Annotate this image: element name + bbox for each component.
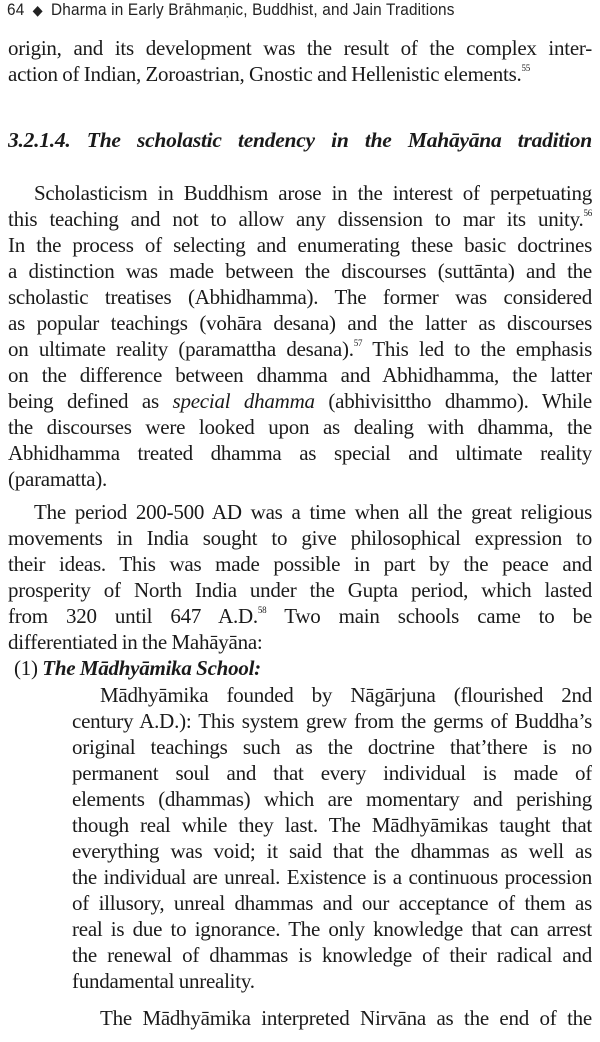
text-segment: the discourses were looked upon as dealing with dhamma, the: [8, 415, 592, 439]
text-segment: their ideas. This was made possible in part by the peace and: [8, 552, 592, 576]
text-line: [8, 414, 592, 440]
text-segment: differentiated in the Mahāyāna:: [8, 630, 263, 654]
footnote-ref: 58: [257, 605, 267, 615]
text-segment: on the difference between dhamma and Abhidhamma, the latter: [8, 363, 592, 387]
text-line: [8, 258, 592, 284]
text-line: [34, 180, 592, 206]
text-segment: This led to the emphasis: [362, 337, 592, 361]
text-line: [8, 310, 592, 336]
text-line: [8, 336, 592, 362]
text-line: [8, 388, 592, 414]
text-line: [14, 655, 598, 681]
text-line: [8, 61, 592, 87]
text-line: [72, 890, 592, 916]
text-segment: prosperity of North India under the Gupta period, which lasted: [8, 578, 592, 602]
text-segment: century A.D.): This system grew from the germs of Buddha’s: [72, 709, 592, 733]
text-segment: of illusory, unreal dhammas and our acceptance of them as: [72, 891, 592, 915]
text-line: [34, 499, 592, 525]
footnote-ref: 57: [353, 338, 363, 348]
text-segment: Scholasticism in Buddhism arose in the interest of perpetuating: [34, 181, 592, 205]
text-segment: In the process of selecting and enumerating these basic doctrines: [8, 233, 592, 257]
text-segment: a distinction was made between the discourses (suttānta) and the: [8, 259, 592, 283]
text-segment: Abhidhamma treated dhamma as special and ultimate reality: [8, 441, 592, 465]
text-segment: Two main schools came to be: [266, 604, 592, 628]
text-segment: The period 200-500 AD was a time when all the great religious: [34, 500, 592, 524]
text-line: [72, 786, 592, 812]
text-line: [72, 812, 592, 838]
text-line: [8, 525, 592, 551]
text-segment: Mādhyāmika founded by Nāgārjuna (flourished 2nd: [100, 683, 592, 707]
text-segment: as popular teachings (vohāra desana) and the latter as discourses: [8, 311, 592, 335]
text-segment: this teaching and not to allow any dissension to mar its unity.: [8, 207, 584, 231]
text-segment: though real while they last. The Mādhyāmikas taught that: [72, 813, 592, 837]
text-line: [72, 916, 592, 942]
text-segment: the renewal of dhammas is knowledge of their radical and: [72, 943, 592, 967]
footnote-ref: 55: [521, 63, 531, 73]
text-line: [72, 708, 592, 734]
text-line: [100, 682, 592, 708]
diamond-separator-icon: ◆: [32, 2, 43, 18]
text-line: [8, 577, 592, 603]
text-segment: The Mādhyāmika interpreted Nirvāna as the end of the: [100, 1006, 592, 1030]
section-heading: [8, 127, 592, 153]
text-line: [100, 1005, 592, 1031]
text-segment: from 320 until 647 A.D.: [8, 604, 258, 628]
text-segment: fundamental unreality.: [72, 969, 255, 993]
text-line: [8, 466, 592, 492]
text-line: [8, 603, 592, 629]
text-line: [8, 284, 592, 310]
running-header: [7, 1, 455, 20]
page-number: 64: [7, 1, 25, 19]
text-line: [8, 206, 592, 232]
text-segment: 3.2.1.4. The scholastic tendency in the Mahāyāna tradition: [8, 128, 592, 152]
text-line: [72, 760, 592, 786]
text-segment: scholastic treatises (Abhidhamma). The former was considered: [8, 285, 592, 309]
text-line: [8, 551, 592, 577]
text-segment: on ultimate reality (paramattha desana).: [8, 337, 354, 361]
text-line: [8, 440, 592, 466]
text-line: [8, 232, 592, 258]
text-segment: everything was void; it said that the dhammas as well as: [72, 839, 592, 863]
text-segment: (abhivisittho dhammo). While: [314, 389, 592, 413]
text-segment: The Mādhyāmika School:: [42, 656, 261, 680]
text-segment: (paramatta).: [8, 467, 108, 491]
running-title: Dharma in Early Brāhmaṇic, Buddhist, and Jain Traditions: [51, 1, 455, 19]
text-segment: special dhamma: [172, 389, 315, 413]
text-segment: real is due to ignorance. The only knowledge that can arrest: [72, 917, 592, 941]
text-line: [72, 838, 592, 864]
text-segment: elements (dhammas) which are momentary and perishing: [72, 787, 592, 811]
text-segment: action of Indian, Zoroastrian, Gnostic and Hellenistic elements.: [8, 62, 522, 86]
text-segment: being defined as: [8, 389, 173, 413]
footnote-ref: 56: [583, 208, 592, 218]
text-line: [72, 734, 592, 760]
text-segment: the individual are unreal. Existence is a continuous procession: [72, 865, 592, 889]
text-segment: (1): [14, 656, 43, 680]
text-line: [8, 362, 592, 388]
text-line: [72, 942, 592, 968]
text-segment: permanent soul and that every individual is made of: [72, 761, 592, 785]
text-line: [8, 35, 592, 61]
text-segment: origin, and its development was the result of the complex inter-: [8, 36, 592, 60]
text-line: [8, 629, 592, 655]
text-segment: movements in India sought to give philosophical expression to: [8, 526, 592, 550]
text-line: [72, 968, 592, 994]
text-segment: original teachings such as the doctrine that’there is no: [72, 735, 592, 759]
text-line: [72, 864, 592, 890]
